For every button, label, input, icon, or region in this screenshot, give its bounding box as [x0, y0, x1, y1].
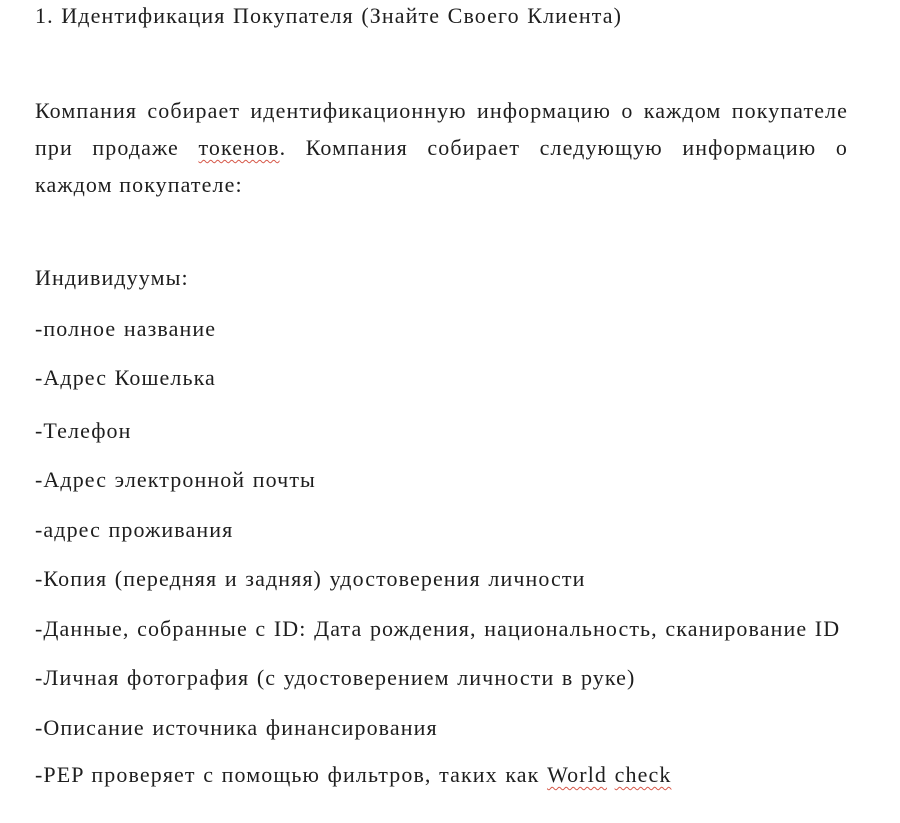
paragraph-text: при продаже [35, 135, 199, 160]
misspelled-word-world: World [547, 762, 608, 787]
paragraph-text: . Компания собирает следующую информацию о [279, 135, 848, 160]
paragraph-text: каждом покупателе: [35, 172, 243, 197]
list-item: -Копия (передняя и задняя) удостоверения личности [35, 566, 586, 591]
list-item: -Адрес электронной почты [35, 467, 316, 492]
list-item: -Адрес Кошелька [35, 365, 216, 390]
section-label: Индивидуумы: [35, 265, 189, 290]
list-item-text: -PEP проверяет с помощью фильтров, таких как [35, 762, 548, 787]
misspelled-word-check: check [614, 762, 672, 787]
list-item-pep [35, 757, 848, 793]
list-item: -Данные, собранные с ID: Дата рождения, национальность, сканирование ID [35, 616, 841, 641]
paragraph-line [35, 129, 848, 166]
paragraph-line [35, 92, 848, 129]
word-separator [607, 762, 615, 787]
list-item: -Личная фотография (с удостоверением личности в руке) [35, 665, 636, 690]
list-item: -адрес проживания [35, 517, 234, 542]
list-item: -Телефон [35, 418, 132, 443]
paragraph-line [35, 166, 848, 203]
list-item: -полное название [35, 316, 217, 341]
list-item: -Описание источника финансирования [35, 715, 438, 740]
paragraph-text: Компания собирает идентификационную информацию о каждом покупателе [35, 98, 848, 123]
misspelled-word-tokens: токенов [198, 135, 280, 160]
intro-paragraph [35, 92, 848, 203]
document-title: 1. Идентификация Покупателя (Знайте Своего Клиента) [35, 3, 623, 28]
